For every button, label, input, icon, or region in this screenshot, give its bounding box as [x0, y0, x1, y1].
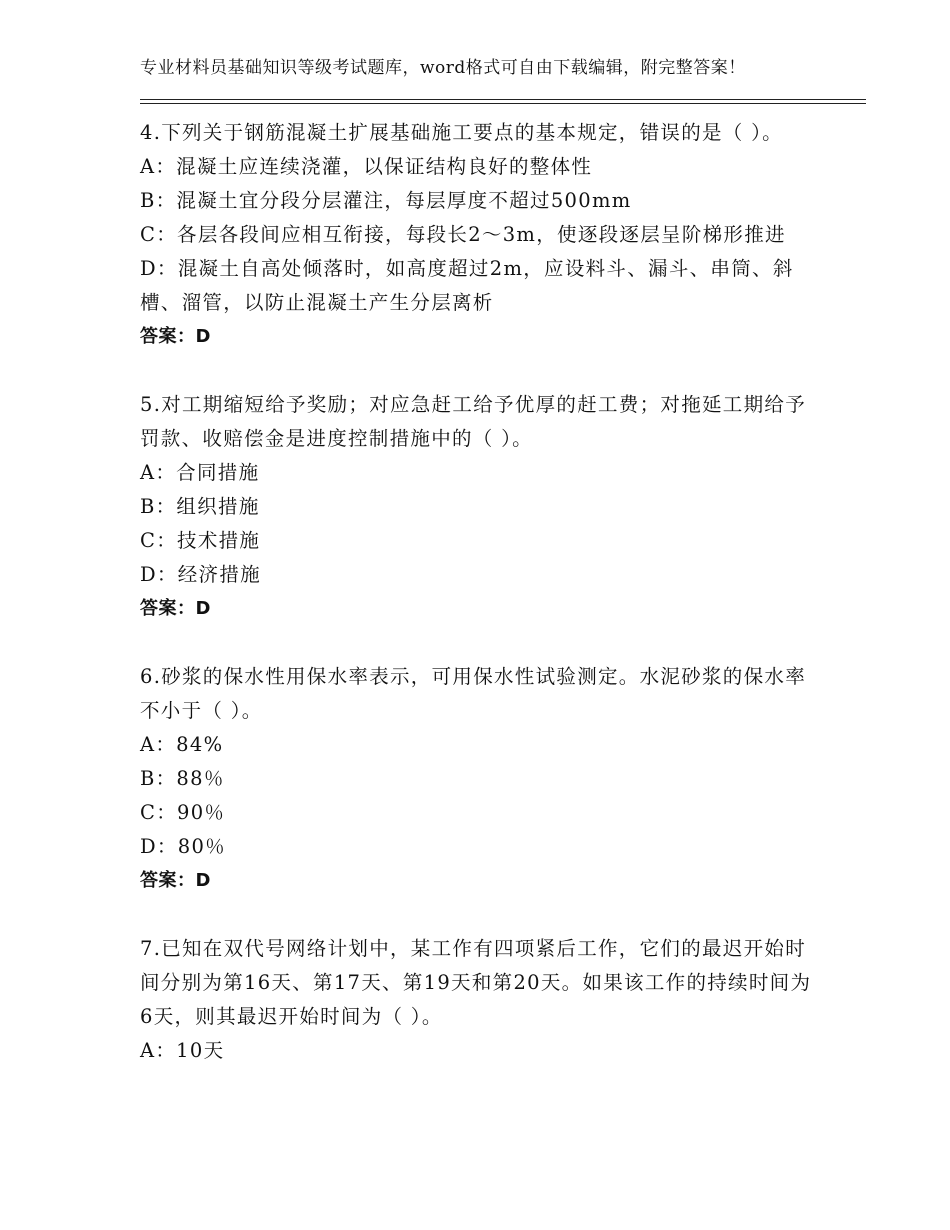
- question-text: 6.砂浆的保水性用保水率表示，可用保水性试验测定。水泥砂浆的保水率不小于（ ）。: [140, 665, 807, 722]
- question-text: 4.下列关于钢筋混凝土扩展基础施工要点的基本规定，错误的是（ ）。: [140, 121, 783, 144]
- option-a: A：合同措施: [140, 461, 260, 484]
- question-6: [140, 660, 820, 898]
- header-rule-top: [140, 99, 866, 100]
- option-a: A：84%: [140, 733, 224, 756]
- header-rule-bottom: [140, 103, 866, 104]
- answer: 答案：D: [140, 870, 211, 891]
- question-list: [140, 116, 820, 1068]
- question-text: 7.已知在双代号网络计划中，某工作有四项紧后工作，它们的最迟开始时间分别为第16天、第17天、第19天和第20天。如果该工作的持续时间为6天，则其最迟开始时间为（ ）。: [140, 937, 812, 1028]
- option-c: C：技术措施: [140, 529, 261, 552]
- answer: 答案：D: [140, 598, 211, 619]
- option-d: D：经济措施: [140, 563, 261, 586]
- option-a: A：混凝土应连续浇灌，以保证结构良好的整体性: [140, 155, 593, 178]
- option-c: C：各层各段间应相互衔接，每段长2～3m，使逐段逐层呈阶梯形推进: [140, 223, 786, 246]
- option-d: D：混凝土自高处倾落时，如高度超过2m，应设料斗、漏斗、串筒、斜槽、溜管，以防止混凝土产生分层离析: [140, 257, 794, 314]
- page-header: 专业材料员基础知识等级考试题库，word格式可自由下载编辑，附完整答案！: [140, 58, 746, 78]
- option-d: D：80％: [140, 835, 226, 858]
- option-c: C：90％: [140, 801, 226, 824]
- answer: 答案：D: [140, 326, 211, 347]
- option-b: B：混凝土宜分段分层灌注，每层厚度不超过500mm: [140, 189, 632, 212]
- question-4: [140, 116, 820, 354]
- option-a: A：10天: [140, 1039, 225, 1062]
- option-b: B：组织措施: [140, 495, 260, 518]
- option-b: B：88％: [140, 767, 225, 790]
- question-5: [140, 388, 820, 626]
- question-7: [140, 932, 820, 1068]
- question-text: 5.对工期缩短给予奖励；对应急赶工给予优厚的赶工费；对拖延工期给予罚款、收赔偿金是进度控制措施中的（ ）。: [140, 393, 807, 450]
